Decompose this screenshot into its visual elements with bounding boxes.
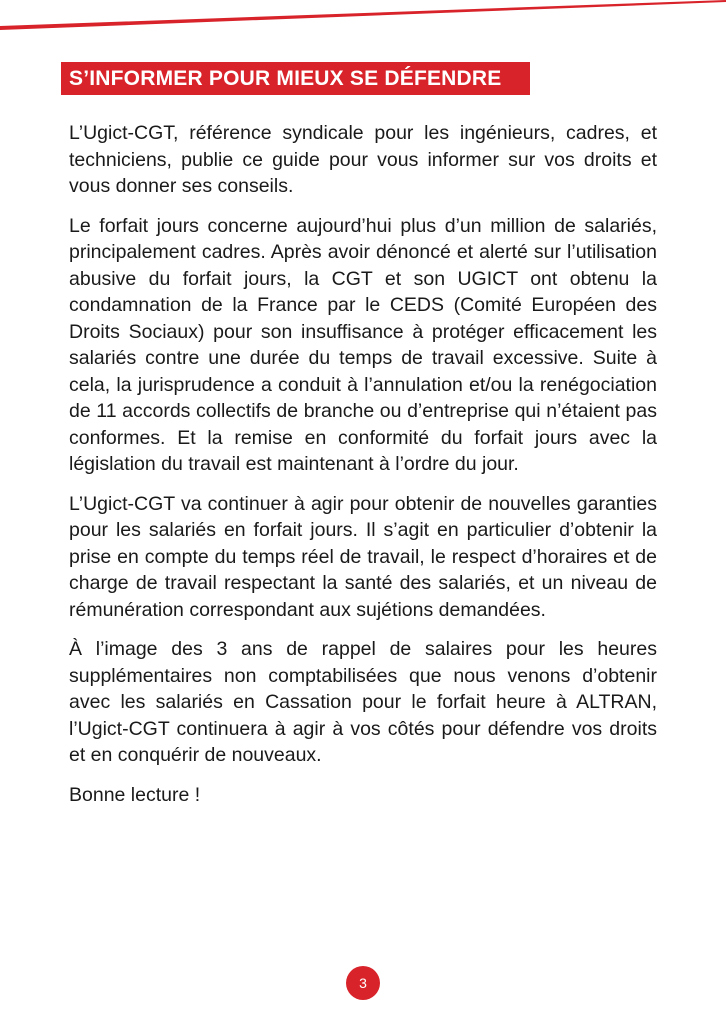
paragraph-altran: À l’image des 3 ans de rappel de salaires pour les heures supplémentaires non comptabilisées que nous venons d’obtenir avec les salariés en Cassation pour le forfait heure à ALTRAN, l’Ugict-CGT continuera à agir à vos côtés pour défendre vos droits et en conquérir de nouveaux. — [69, 638, 657, 766]
page-number-badge: 3 — [346, 966, 380, 1000]
paragraph-garanties: L’Ugict-CGT va continuer à agir pour obtenir de nouvelles garanties pour les salariés en forfait jours. Il s’agit en particulier d’obtenir la prise en compte du temps réel de travail, le respect d’horaires et de charge de travail respectant la santé des salariés, et un niveau de rémunération correspondant aux sujétions demandées. — [69, 492, 657, 621]
body-text — [69, 120, 657, 821]
paragraph-intro: L’Ugict-CGT, référence syndicale pour les ingénieurs, cadres, et techniciens, publie ce guide pour vous informer sur vos droits et vous donner ses conseils. — [69, 122, 657, 197]
section-heading: S’INFORMER POUR MIEUX SE DÉFENDRE — [61, 62, 530, 95]
paragraph-forfait-jours: Le forfait jours concerne aujourd’hui plus d’un million de salariés, principalement cadres. Après avoir dénoncé et alerté sur l’utilisation abusive du forfait jours, la CGT et son UGICT ont obtenu la condamnation de la France par le CEDS (Comité Européen des Droits Sociaux) pour son insuffisance à protéger efficacement les salariés contre une durée du temps de travail excessive. Suite à cela, la jurisprudence a conduit à l’annulation et/ou la renégociation de 11 accords collectifs de branche ou d’entreprise qui n’étaient pas conformes. Et la remise en conformité du forfait jours avec la législation du travail est maintenant à l’ordre du jour. — [69, 214, 657, 475]
top-red-stripe — [0, 0, 726, 32]
closing-line: Bonne lecture ! — [69, 783, 201, 806]
